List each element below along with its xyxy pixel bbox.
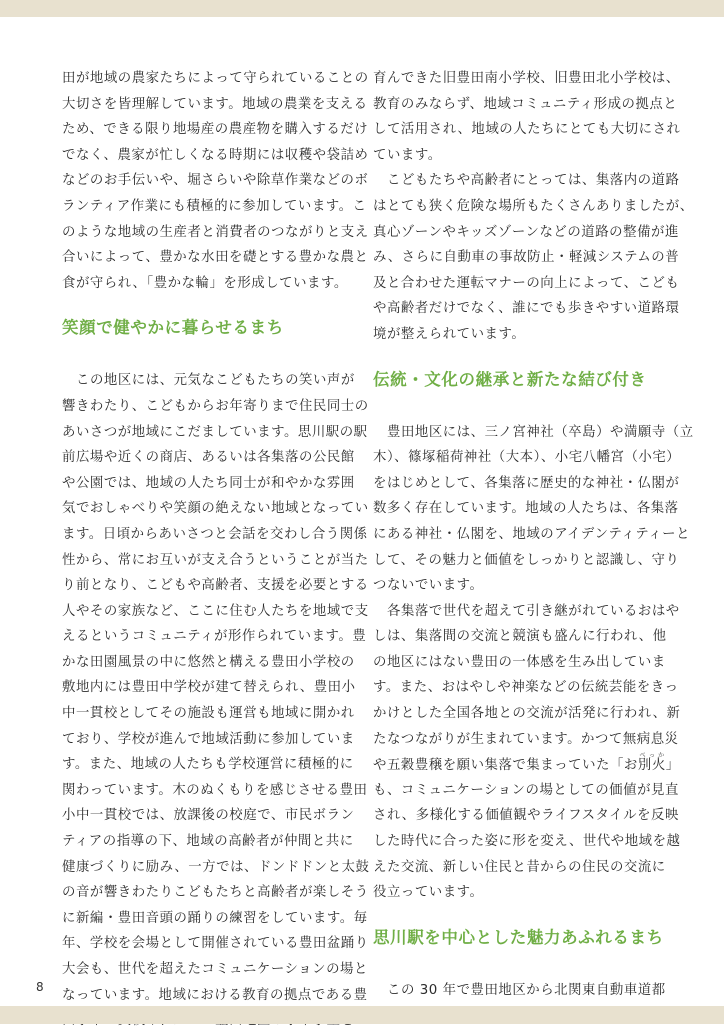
ruby-bekka: 別火べっか: [637, 752, 666, 774]
text-line: この 30 年で豊田地区から北関東自動車道都: [387, 982, 666, 998]
text-line: や高齢者だけでなく、誰にでも歩きやすい道路環: [373, 301, 680, 317]
right-column: [373, 66, 694, 1029]
text-line: 木）、篠塚稲荷神社（大本）、小宅八幡宮（小宅）: [373, 450, 681, 466]
text-line: この地区には、元気なこどもたちの笑い声が: [76, 373, 355, 389]
text-line: はとても狭く危険な場所もたくさんありましたが、: [373, 198, 694, 214]
text-line: ます。日頃からあいさつと会話を交わし合う関係: [62, 526, 368, 542]
text-line: 役立っています。: [373, 885, 484, 901]
page-number: 8: [36, 980, 44, 994]
text-line: や公園では、地域の人たち同士が和やかな雰囲: [62, 475, 355, 491]
text-line: かけとした全国各地との交流が活発に行われ、新: [373, 706, 681, 722]
spacer: [62, 343, 344, 368]
text-line: 食が守られ、「豊かな輪」を形成しています。: [62, 275, 348, 291]
ohayashi-paragraph: [373, 599, 681, 906]
text-line: などのお手伝いや、堀さらいや除草作業などのボ: [62, 173, 369, 189]
text-line: 大会も、世代を超えたコミュニケーションの場と: [62, 962, 368, 977]
text-line: 気でおしゃべりや笑顔の絶えない地域となってい: [62, 501, 369, 517]
text-line: 敷地内には豊田中学校が建て替えられ、豊田小: [62, 680, 356, 696]
text-line: 中一貫校としてその施設も運営も地域に開かれ: [62, 706, 355, 722]
text-line: あいさつが地域にこだましています。思川駅の駅: [62, 424, 368, 440]
continued-paragraph: [373, 66, 681, 168]
text-line: 各集落で世代を超えて引き継がれているおはや: [387, 603, 680, 619]
text-line: 前広場や近くの商店、あるいは各集落の公民館: [62, 450, 355, 466]
text-line: 性から、常にお互いが支え合うということが当た: [62, 552, 369, 568]
text-line: 年、学校を会場として開催されている豊田盆踊り: [62, 936, 369, 952]
bottom-band: [0, 1006, 724, 1024]
text-line: 境が整えられています。: [373, 326, 526, 342]
text-line: なっています。地域における教育の拠点である豊: [62, 987, 368, 1003]
text-line: をはじめとして、各集落に歴史的な神社・仏閣が: [373, 475, 680, 491]
ruby-line-before: や五穀豊穣を願い集落で集まっていた「お: [373, 758, 638, 774]
spacer: [373, 953, 655, 978]
text-line: ています。: [373, 147, 442, 163]
text-line-with-ruby: [373, 752, 680, 778]
text-line: 及と合わせた運転マナーの向上によって、こども: [373, 275, 680, 291]
text-line: の地区にはない豊田の一体感を生み出していま: [373, 654, 666, 670]
text-line: も、コミュニケーションの場としての価値が見直: [373, 782, 679, 798]
spacer: [373, 906, 655, 923]
section-heading-omoigawa-station: 思川駅を中心とした魅力あふれるまち: [373, 927, 664, 947]
text-line: こどもたちや高齢者にとっては、集落内の道路: [387, 173, 680, 189]
text-line: 教育のみならず、地域コミュニティ形成の拠点と: [373, 96, 678, 112]
text-line: り前となり、こどもや高齢者、支援を必要とする: [62, 578, 369, 594]
text-line: 健康づくりに励み、一方では、ドンドドンと太鼓: [62, 859, 370, 875]
text-line: の音が響きわたりこどもたちと高齢者が楽しそう: [62, 885, 369, 901]
text-line: えるというコミュニティが形作られています。豊: [62, 629, 367, 645]
text-line: 合いによって、豊かな水田を礎とする豊かな農と: [62, 250, 369, 266]
text-line: 響きわたり、こどもからお年寄りまで住民同士の: [62, 398, 369, 414]
text-line: 豊田地区には、三ノ宮神社（卒島）や満願寺（立: [387, 424, 694, 440]
text-line: 関わっています。木のぬくもりを感じさせる豊田: [62, 782, 368, 798]
text-line: み、さらに自動車の事故防止・軽減システムの普: [373, 250, 680, 266]
spacer: [62, 296, 344, 313]
text-line: した時代に合った姿に形を変え、世代や地域を越: [373, 834, 681, 850]
text-line: す。また、おはやしや神楽などの伝統芸能をきっ: [373, 680, 679, 696]
text-line: 育んできた旧豊田南小学校、旧豊田北小学校は、: [373, 71, 680, 86]
text-line: しは、集落間の交流と競演も盛んに行われ、他: [373, 629, 667, 645]
spacer: [373, 395, 655, 420]
text-line: 田が地域の農家たちによって守られていることの: [62, 71, 369, 86]
shrines-paragraph: [373, 420, 694, 599]
text-line: す。また、地域の人たちも学校運営に積極的に: [62, 757, 354, 773]
text-line: ており、学校が進んで地域活動に参加していま: [62, 731, 355, 747]
text-line: えた交流、新しい住民と昔からの住民の交流に: [373, 859, 666, 875]
text-line: され、多様化する価値観やライフスタイルを反映: [373, 808, 679, 824]
text-line: のような地域の生産者と消費者のつながりと支え: [62, 224, 369, 240]
ruby-line-after: 」: [665, 758, 680, 774]
text-line: たなつながりが生まれています。かつて無病息災: [373, 731, 679, 747]
text-line: して活用され、地域の人たちにとても大切にされ: [373, 122, 681, 138]
text-line: 小中一貫校では、放課後の校庭で、市民ボラン: [62, 808, 355, 824]
text-line: 人やその家族など、ここに住む人たちを地域で支: [62, 603, 369, 619]
spacer: [373, 348, 655, 365]
text-line: でなく、農家が忙しくなる時期には収穫や袋詰め: [62, 147, 369, 163]
left-column: [62, 66, 370, 1034]
text-line: 真心ゾーンやキッズゾーンなどの道路の整備が進: [373, 224, 679, 240]
text-line: ティアの指導の下、地域の高齢者が仲間と共に: [62, 834, 354, 850]
intro-paragraph: [62, 66, 369, 296]
text-line: に新編・豊田音頭の踊りの練習をしています。毎: [62, 910, 368, 926]
section-heading-healthy-living: 笑顔で健やかに暮らせるまち: [62, 318, 284, 338]
text-line: にある神社・仏閣を、地域のアイデンティティーと: [373, 526, 691, 542]
text-line: ランティア作業にも積極的に参加しています。こ: [62, 198, 367, 214]
text-line: 数多く存在しています。地域の人たちは、各集落: [373, 501, 679, 517]
text-line: 大切さを皆理解しています。地域の農業を支える: [62, 96, 368, 112]
roads-paragraph: [373, 168, 694, 347]
healthy-living-paragraph: [62, 368, 370, 1033]
text-line: ため、できる限り地場産の農産物を購入するだけ: [62, 122, 369, 138]
text-line: して、その魅力と価値をしっかりと認識し、守り: [373, 552, 680, 568]
top-band: [0, 0, 724, 17]
text-line: かな田園風景の中に悠然と構える豊田小学校の: [62, 654, 355, 670]
text-line: つないでいます。: [373, 578, 484, 594]
section-heading-tradition: 伝統・文化の継承と新たな結び付き: [373, 369, 647, 389]
